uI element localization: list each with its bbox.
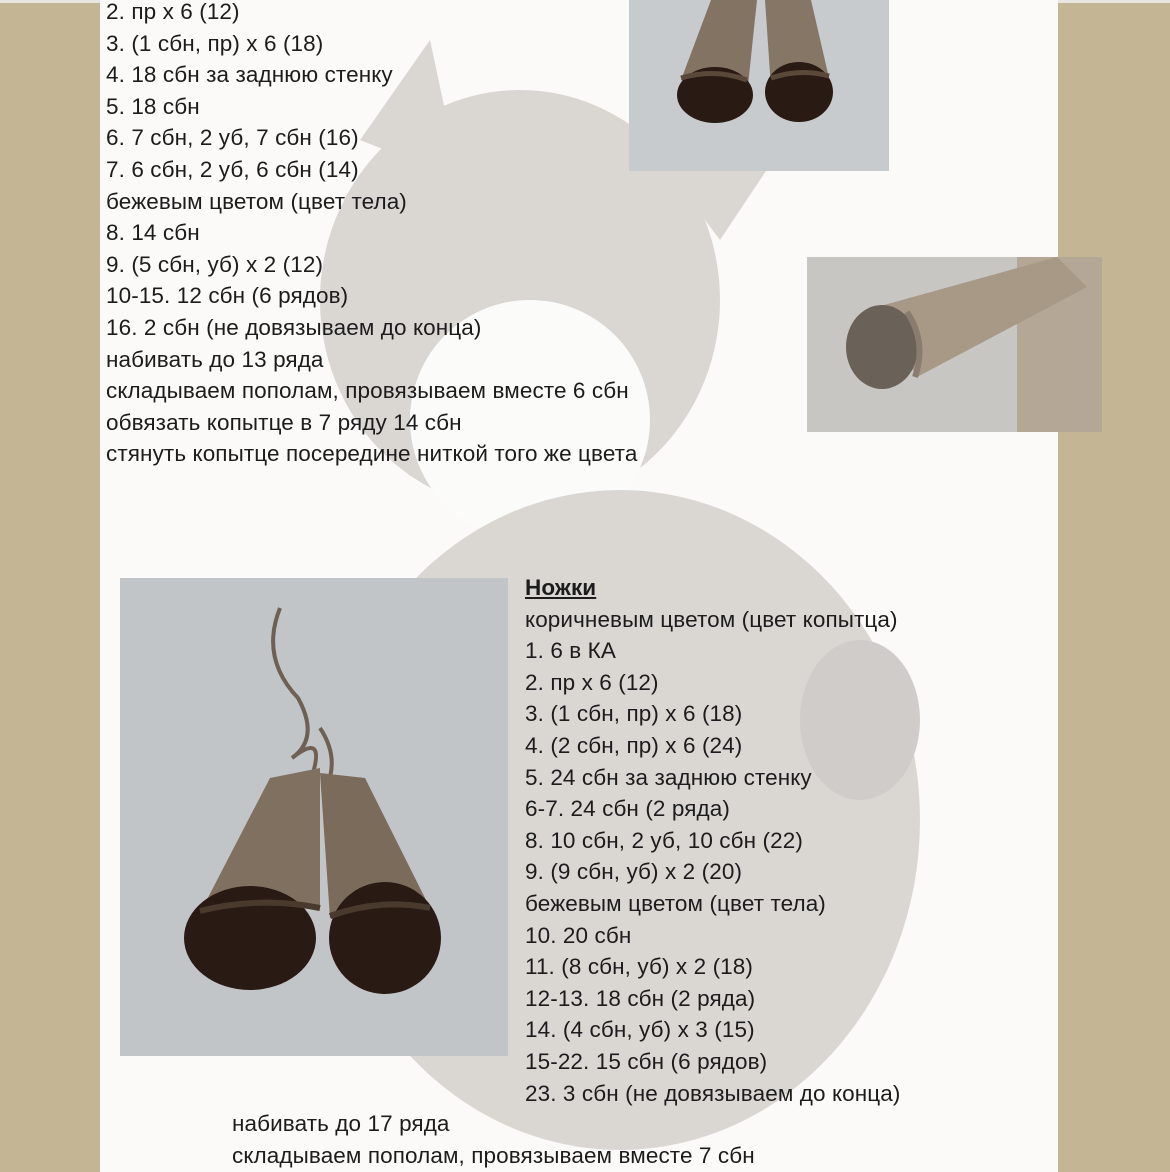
instruction-line: 15-22. 15 сбн (6 рядов) <box>525 1048 768 1074</box>
instruction-line: 16. 2 сбн (не довязываем до конца) <box>106 314 482 340</box>
instruction-line: коричневым цветом (цвет копытца) <box>525 606 898 632</box>
instruction-line: 5. 24 сбн за заднюю стенку <box>525 764 812 790</box>
instruction-line: бежевым цветом (цвет тела) <box>525 890 826 916</box>
foot-photo <box>807 257 1102 432</box>
instruction-line: 2. пр х 6 (12) <box>525 669 659 695</box>
instruction-line: бежевым цветом (цвет тела) <box>106 188 407 214</box>
instruction-line: 10. 20 сбн <box>525 922 632 948</box>
legs-heading: Ножки <box>525 575 597 600</box>
instruction-line: 9. (5 сбн, уб) х 2 (12) <box>106 251 324 277</box>
crochet-foot-image <box>807 257 1102 432</box>
instruction-line: 12-13. 18 сбн (2 ряда) <box>525 985 756 1011</box>
top-instructions-list <box>106 0 637 470</box>
instruction-line: обвязать копытце в 7 ряду 14 сбн <box>106 409 462 435</box>
instruction-line: 10-15. 12 сбн (6 рядов) <box>106 283 349 309</box>
instruction-line: 2. пр х 6 (12) <box>106 0 240 24</box>
instruction-line: 23. 3 сбн (не довязываем до конца) <box>525 1080 901 1106</box>
instruction-line: 4. 18 сбн за заднюю стенку <box>106 62 393 88</box>
instruction-line: 9. (9 сбн, уб) х 2 (20) <box>525 859 743 885</box>
instruction-line: 5. 18 сбн <box>106 93 200 119</box>
bottom-instructions-list <box>232 1108 755 1171</box>
instruction-line: 11. (8 сбн, уб) х 2 (18) <box>525 954 753 980</box>
legs-photo <box>120 578 508 1056</box>
instruction-line: набивать до 17 ряда <box>232 1111 450 1136</box>
instruction-line: 1. 6 в КА <box>525 638 616 664</box>
crochet-ears-image <box>629 0 889 171</box>
instruction-line: 6. 7 сбн, 2 уб, 7 сбн (16) <box>106 125 359 151</box>
instruction-line: набивать до 13 ряда <box>106 346 324 372</box>
instruction-line: 14. (4 сбн, уб) х 3 (15) <box>525 1017 755 1043</box>
crochet-legs-image <box>120 578 508 1056</box>
ears-photo <box>629 0 889 171</box>
instruction-line: стянуть копытце посередине ниткой того же цвета <box>106 441 638 467</box>
instruction-line: складываем пополам, провязываем вместе 7 сбн <box>232 1142 755 1168</box>
instruction-line: 8. 14 сбн <box>106 220 200 246</box>
instruction-line: 3. (1 сбн, пр) х 6 (18) <box>106 30 324 56</box>
instruction-line: 4. (2 сбн, пр) х 6 (24) <box>525 732 743 758</box>
legs-section <box>525 572 900 1109</box>
instruction-line: складываем пополам, провязываем вместе 6 сбн <box>106 378 629 404</box>
instruction-line: 3. (1 сбн, пр) х 6 (18) <box>525 701 743 727</box>
instruction-line: 8. 10 сбн, 2 уб, 10 сбн (22) <box>525 827 803 853</box>
instruction-line: 6-7. 24 сбн (2 ряда) <box>525 796 730 822</box>
instruction-line: 7. 6 сбн, 2 уб, 6 сбн (14) <box>106 156 359 182</box>
